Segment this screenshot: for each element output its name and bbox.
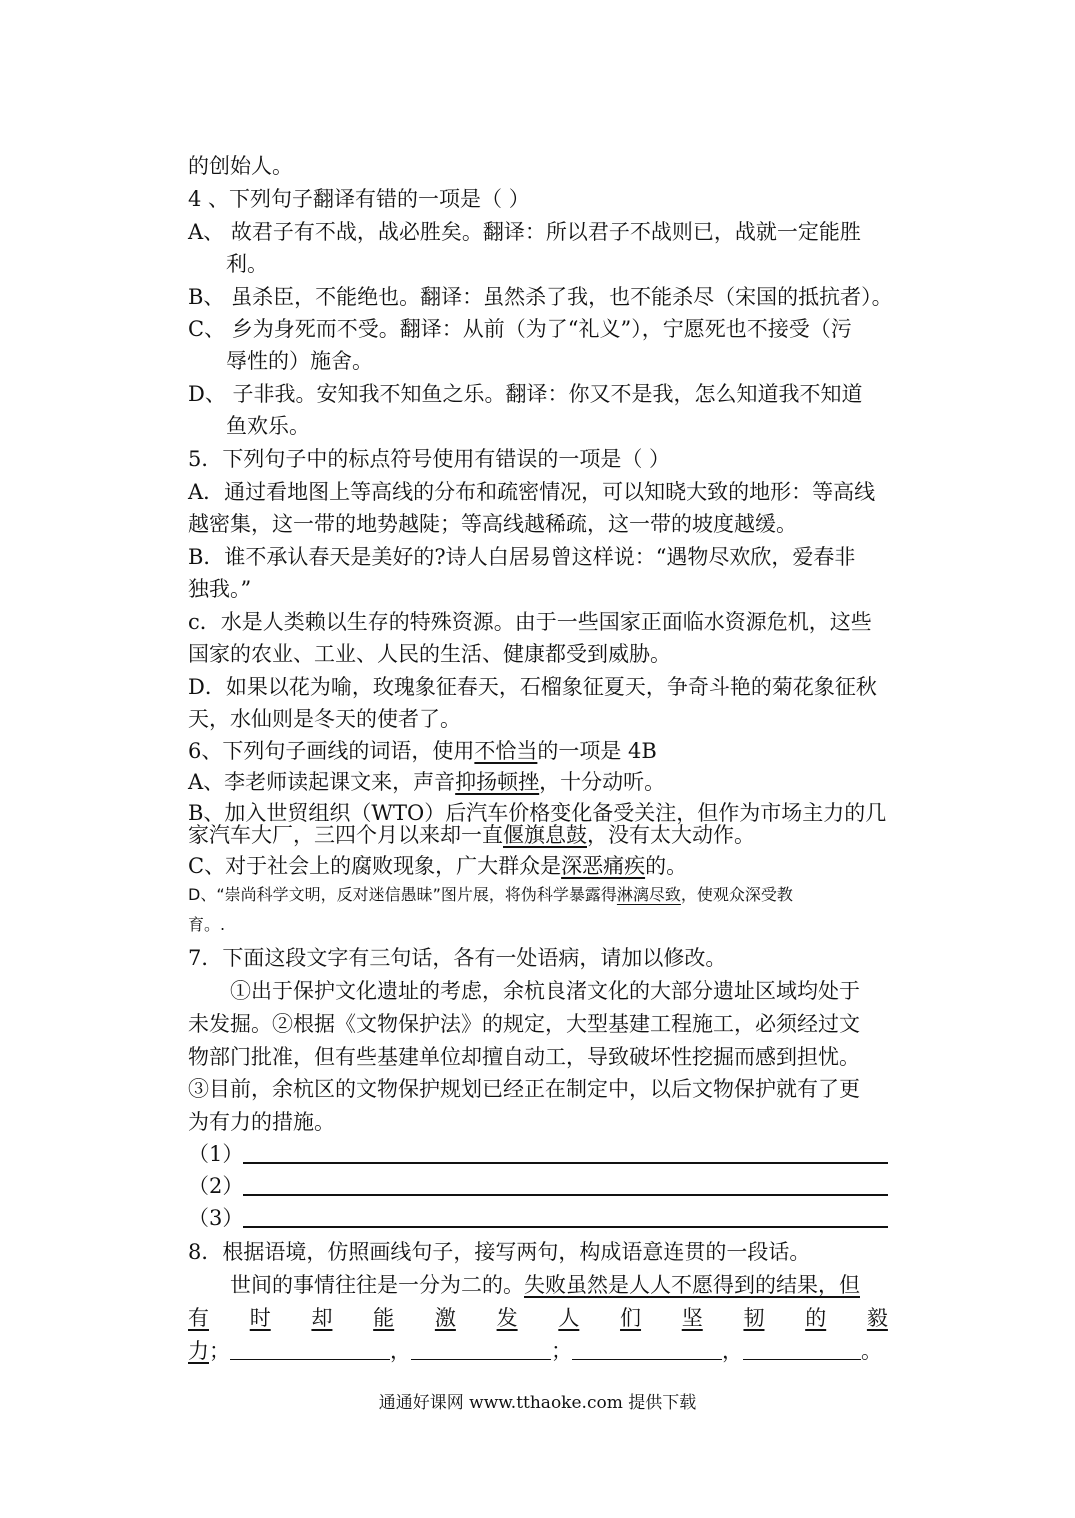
text-span: 6、下列句子画线的词语，使用 xyxy=(188,739,475,763)
question-8-heading: 8．根据语境，仿照画线句子，接写两句，构成语意连贯的一段话。 xyxy=(188,1240,811,1264)
paragraph-line: ③目前，余杭区的文物保护规划已经正在制定中，以后文物保护就有了更 xyxy=(188,1077,860,1101)
punctuation: ； xyxy=(551,1339,572,1363)
option-4c-cont: 辱性的）施舍。 xyxy=(226,349,373,373)
char: 却 xyxy=(311,1306,333,1330)
char: 人 xyxy=(558,1306,580,1330)
underlined-text: 不恰当 xyxy=(474,739,538,763)
blank-label: （2） xyxy=(188,1174,244,1198)
blank-label: （1） xyxy=(188,1142,244,1166)
fill-blank[interactable] xyxy=(230,1337,390,1360)
fill-blank[interactable] xyxy=(411,1337,551,1360)
answer-blank-1[interactable] xyxy=(188,1138,888,1170)
option-4b: B、 虽杀臣，不能绝也。翻译：虽然杀了我，也不能杀尽（宋国的抵抗者）。 xyxy=(188,285,893,309)
char: 毅 xyxy=(866,1306,888,1330)
underlined-text: 抑扬顿挫 xyxy=(455,770,540,794)
char: 的 xyxy=(805,1306,827,1330)
option-6c xyxy=(188,850,888,882)
char: 能 xyxy=(373,1306,395,1330)
paragraph-line xyxy=(230,1269,888,1301)
option-4c: C、 乡为身死而不受。翻译：从前（为了“礼义”），宁愿死也不接受（污 xyxy=(188,317,852,341)
underlined-text: 力 xyxy=(188,1339,209,1363)
underlined-justified-line xyxy=(188,1302,888,1334)
text-span: 的。 xyxy=(645,854,688,878)
answer-line xyxy=(243,1194,888,1196)
char: 发 xyxy=(496,1306,518,1330)
char: 有 xyxy=(188,1306,209,1330)
option-4d: D、 子非我。安知我不知鱼之乐。翻译：你又不是我，怎么知道我不知道 xyxy=(188,382,863,406)
option-5b-cont: 独我。” xyxy=(188,577,252,601)
paragraph-line: ①出于保护文化遗址的考虑，余杭良渚文化的大部分遗址区域均处于 xyxy=(230,979,860,1003)
option-4d-cont: 鱼欢乐。 xyxy=(226,414,310,438)
question-7-heading: 7．下面这段文字有三句话，各有一处语病，请加以修改。 xyxy=(188,946,727,970)
punctuation: ， xyxy=(722,1339,743,1363)
text-line: 的创始人。 xyxy=(188,154,293,178)
char: 时 xyxy=(249,1306,271,1330)
fill-blank[interactable] xyxy=(572,1337,722,1360)
char: 坚 xyxy=(681,1306,703,1330)
option-5d: D．如果以花为喻，玫瑰象征春天，石榴象征夏天，争奇斗艳的菊花象征秋 xyxy=(188,675,877,699)
punctuation: 。 xyxy=(861,1339,882,1363)
text-span: ，没有太大动作。 xyxy=(587,823,755,847)
paragraph-line: 为有力的措施。 xyxy=(188,1110,335,1134)
punctuation: ； xyxy=(209,1339,230,1363)
text-span: D、“崇尚科学文明，反对迷信愚昧”图片展，将伪科学暴露得 xyxy=(188,885,617,904)
option-6b-cont xyxy=(188,819,888,851)
char: 们 xyxy=(620,1306,642,1330)
text-span: 的一项是 4B xyxy=(537,739,657,763)
answer-line xyxy=(243,1162,888,1164)
underlined-text: 淋漓尽致 xyxy=(616,885,681,904)
underlined-text: 失败虽然是人人不愿得到的结果，但 xyxy=(524,1273,860,1297)
text-span: 家汽车大厂，三四个月以来却一直 xyxy=(188,823,503,847)
paragraph-line: 未发掘。②根据《文物保护法》的规定，大型基建工程施工，必须经过文 xyxy=(188,1012,860,1036)
option-5a: A．通过看地图上等高线的分布和疏密情况，可以知晓大致的地形：等高线 xyxy=(188,480,876,504)
text-span: ，使观众深受教 xyxy=(680,885,793,904)
option-5a-cont: 越密集，这一带的地势越陡；等高线越稀疏，这一带的坡度越缓。 xyxy=(188,512,797,536)
blank-label: （3） xyxy=(188,1206,244,1230)
punctuation: ， xyxy=(390,1339,411,1363)
underlined-text: 偃旗息鼓 xyxy=(503,823,587,847)
option-6b: B、加入世贸组织（WTO）后汽车价格变化备受关注，但作为市场主力的几 xyxy=(188,801,887,825)
char: 激 xyxy=(434,1306,456,1330)
question-6-heading xyxy=(188,735,888,767)
char: 韧 xyxy=(743,1306,765,1330)
paragraph-line: 物部门批准，但有些基建单位却擅自动工，导致破坏性挖掘而感到担忧。 xyxy=(188,1045,860,1069)
option-6d-cont: 育。. xyxy=(188,915,226,934)
fill-in-line xyxy=(188,1335,888,1367)
option-4a: A、 故君子有不战，战必胜矣。翻译：所以君子不战则已，战就一定能胜 xyxy=(188,220,861,244)
option-5d-cont: 天，水仙则是冬天的使者了。 xyxy=(188,707,461,731)
text-span: A、李老师读起课文来，声音 xyxy=(188,770,456,794)
answer-blank-3[interactable] xyxy=(188,1202,888,1234)
text-span: 世间的事情往往是一分为二的。 xyxy=(230,1273,524,1297)
page-footer: 通通好课网 www.tthaoke.com 提供下载 xyxy=(378,1393,697,1413)
answer-line xyxy=(243,1226,888,1228)
option-4a-cont: 利。 xyxy=(226,252,268,276)
option-6d xyxy=(188,879,888,911)
question-5-heading: 5．下列句子中的标点符号使用有错误的一项是（ ） xyxy=(188,447,671,471)
text-span: C、对于社会上的腐败现象，广大群众是 xyxy=(188,854,562,878)
fill-blank[interactable] xyxy=(743,1337,861,1360)
text-span: ，十分动听。 xyxy=(539,770,666,794)
option-5b: B．谁不承认春天是美好的?诗人白居易曾这样说：“遇物尽欢欣，爱春非 xyxy=(188,545,856,569)
option-5c: c．水是人类赖以生存的特殊资源。由于一些国家正面临水资源危机，这些 xyxy=(188,610,872,634)
answer-blank-2[interactable] xyxy=(188,1170,888,1202)
underlined-text: 深恶痛疾 xyxy=(561,854,646,878)
option-6a xyxy=(188,766,888,798)
question-4-heading: 4 、下列句子翻译有错的一项是（ ） xyxy=(188,187,530,211)
option-5c-cont: 国家的农业、工业、人民的生活、健康都受到威胁。 xyxy=(188,642,671,666)
